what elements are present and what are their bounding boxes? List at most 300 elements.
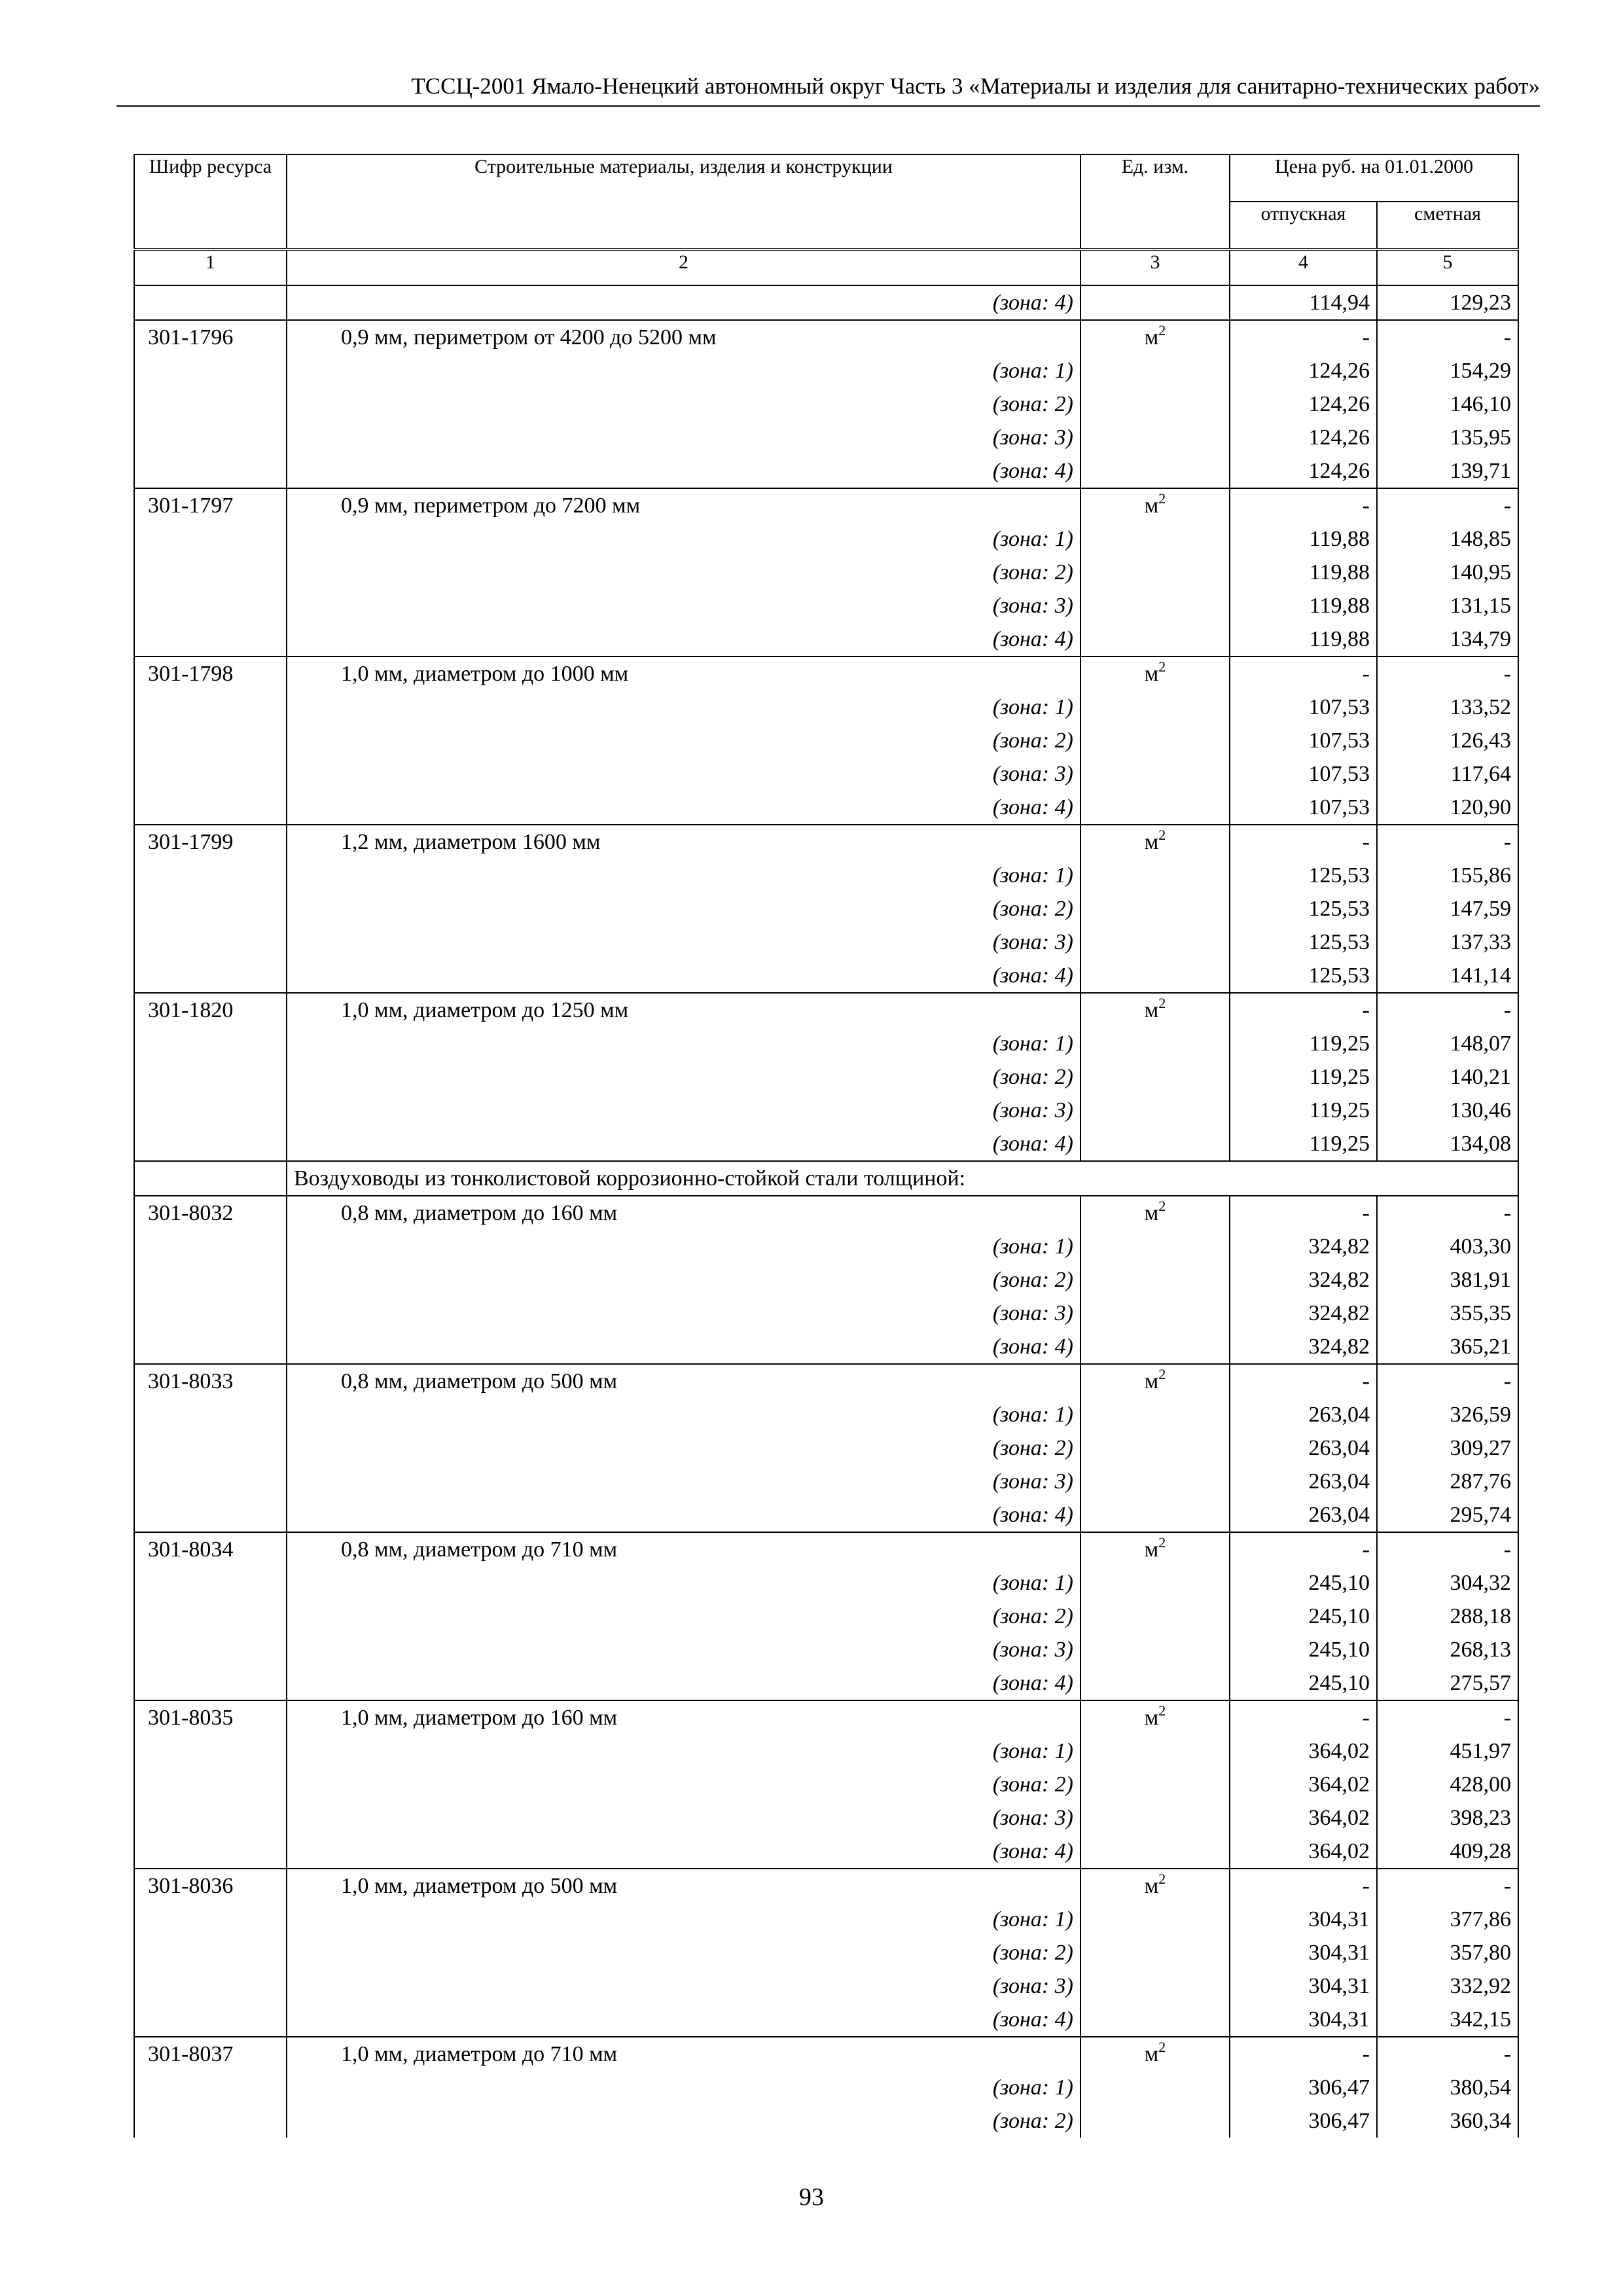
- zone-row: [134, 1768, 1518, 1801]
- release-price: 125,53: [1230, 892, 1377, 925]
- release-price: -: [1230, 993, 1377, 1027]
- material-description: 1,0 мм, диаметром до 500 мм: [287, 1869, 1080, 1903]
- estimate-price: 309,27: [1377, 1431, 1518, 1465]
- release-price: 245,10: [1230, 1633, 1377, 1666]
- zone-label: (зона: 1): [287, 691, 1080, 724]
- estimate-price: 154,29: [1377, 354, 1518, 387]
- unit-cell: [1080, 1969, 1230, 2003]
- unit-exponent: 2: [1158, 1534, 1166, 1551]
- release-price: -: [1230, 1700, 1377, 1734]
- estimate-price: 134,79: [1377, 622, 1518, 656]
- estimate-price: -: [1377, 488, 1518, 522]
- release-price: 124,26: [1230, 421, 1377, 454]
- unit-cell: [1080, 757, 1230, 791]
- zone-row: [134, 556, 1518, 589]
- col-number: 1: [134, 249, 287, 285]
- code-cell: [134, 421, 287, 454]
- zone-label: (зона: 4): [287, 959, 1080, 993]
- zone-label: (зона: 2): [287, 2104, 1080, 2138]
- zone-label: (зона: 1): [287, 1903, 1080, 1936]
- unit-cell: [1080, 2003, 1230, 2037]
- unit-cell: [1080, 1330, 1230, 1364]
- release-price: 107,53: [1230, 691, 1377, 724]
- release-price: 364,02: [1230, 1835, 1377, 1869]
- unit-cell: [1080, 993, 1230, 1027]
- code-cell: [134, 1936, 287, 1969]
- col-number: 3: [1080, 249, 1230, 285]
- zone-row: [134, 1633, 1518, 1666]
- estimate-price: 134,08: [1377, 1127, 1518, 1161]
- unit-cell: [1080, 1060, 1230, 1094]
- col-number: 2: [287, 249, 1080, 285]
- zone-row: [134, 1431, 1518, 1465]
- code-cell: [134, 1498, 287, 1532]
- code-cell: [134, 1431, 287, 1465]
- code-cell: [134, 925, 287, 959]
- unit-cell: [1080, 421, 1230, 454]
- code-cell: [134, 1094, 287, 1127]
- estimate-price: -: [1377, 656, 1518, 691]
- resource-code: 301-1820: [134, 993, 287, 1027]
- unit-value: [1145, 489, 1166, 522]
- release-price: -: [1230, 1364, 1377, 1398]
- table-row: [134, 825, 1518, 859]
- unit-cell: [1080, 1230, 1230, 1263]
- zone-label: (зона: 4): [287, 2003, 1080, 2037]
- release-price: 119,88: [1230, 522, 1377, 556]
- code-cell: [134, 1398, 287, 1431]
- unit-value: [1145, 1701, 1166, 1734]
- unit-cell: [1080, 1431, 1230, 1465]
- release-price: -: [1230, 1869, 1377, 1903]
- zone-row: [134, 724, 1518, 757]
- zone-row: [134, 2003, 1518, 2037]
- unit-exponent: 2: [1158, 995, 1166, 1011]
- release-price: -: [1230, 825, 1377, 859]
- unit-base: м: [1144, 493, 1159, 518]
- release-price: 324,82: [1230, 1263, 1377, 1297]
- code-cell: [134, 1465, 287, 1498]
- estimate-price: 141,14: [1377, 959, 1518, 993]
- release-price: -: [1230, 1532, 1377, 1566]
- code-cell: [134, 556, 287, 589]
- zone-row: [134, 1230, 1518, 1263]
- unit-cell: [1080, 1768, 1230, 1801]
- zone-label: (зона: 2): [287, 1600, 1080, 1633]
- estimate-price: -: [1377, 993, 1518, 1027]
- estimate-price: 295,74: [1377, 1498, 1518, 1532]
- unit-cell: [1080, 1835, 1230, 1869]
- estimate-price: -: [1377, 2037, 1518, 2071]
- code-cell: [134, 589, 287, 622]
- unit-exponent: 2: [1158, 1198, 1166, 1214]
- material-description: 1,0 мм, диаметром до 1000 мм: [287, 656, 1080, 691]
- release-price: 324,82: [1230, 1230, 1377, 1263]
- material-description: 0,8 мм, диаметром до 160 мм: [287, 1196, 1080, 1230]
- header-unit: Ед. изм.: [1080, 154, 1230, 249]
- resource-code: 301-8033: [134, 1364, 287, 1398]
- release-price: -: [1230, 488, 1377, 522]
- code-cell: [134, 1230, 287, 1263]
- code-cell: [134, 2104, 287, 2138]
- unit-cell: [1080, 1398, 1230, 1431]
- unit-cell: [1080, 1196, 1230, 1230]
- table-row: [134, 993, 1518, 1027]
- unit-base: м: [1144, 830, 1159, 854]
- estimate-price: 275,57: [1377, 1666, 1518, 1700]
- resource-code: 301-8034: [134, 1532, 287, 1566]
- unit-cell: [1080, 1532, 1230, 1566]
- zone-label: (зона: 2): [287, 1060, 1080, 1094]
- zone-label: (зона: 3): [287, 757, 1080, 791]
- estimate-price: 131,15: [1377, 589, 1518, 622]
- unit-cell: [1080, 1600, 1230, 1633]
- release-price: 119,25: [1230, 1060, 1377, 1094]
- code-cell: [134, 622, 287, 656]
- estimate-price: 428,00: [1377, 1768, 1518, 1801]
- material-description: 0,8 мм, диаметром до 710 мм: [287, 1532, 1080, 1566]
- estimate-price: 451,97: [1377, 1734, 1518, 1768]
- table-row: [134, 1700, 1518, 1734]
- unit-exponent: 2: [1158, 490, 1166, 507]
- release-price: 364,02: [1230, 1734, 1377, 1768]
- release-price: 324,82: [1230, 1330, 1377, 1364]
- release-price: 245,10: [1230, 1666, 1377, 1700]
- code-cell: [134, 1633, 287, 1666]
- zone-label: (зона: 1): [287, 354, 1080, 387]
- zone-label: (зона: 1): [287, 1734, 1080, 1768]
- zone-label: (зона: 4): [287, 791, 1080, 825]
- release-price: 119,25: [1230, 1094, 1377, 1127]
- unit-base: м: [1144, 1369, 1159, 1393]
- zone-row: [134, 589, 1518, 622]
- unit-cell: [1080, 825, 1230, 859]
- zone-label: (зона: 3): [287, 421, 1080, 454]
- estimate-price: 326,59: [1377, 1398, 1518, 1431]
- unit-value: [1145, 825, 1166, 859]
- estimate-price: -: [1377, 1196, 1518, 1230]
- unit-cell: [1080, 556, 1230, 589]
- zone-row: [134, 285, 1518, 320]
- release-price: 263,04: [1230, 1398, 1377, 1431]
- release-price: 119,88: [1230, 556, 1377, 589]
- zone-row: [134, 1600, 1518, 1633]
- unit-base: м: [1144, 1537, 1159, 1562]
- release-price: 107,53: [1230, 791, 1377, 825]
- zone-label: (зона: 3): [287, 925, 1080, 959]
- unit-cell: [1080, 1263, 1230, 1297]
- code-cell: [134, 1600, 287, 1633]
- code-cell: [134, 859, 287, 892]
- zone-row: [134, 1936, 1518, 1969]
- code-cell: [134, 1801, 287, 1835]
- unit-cell: [1080, 2037, 1230, 2071]
- code-cell: [134, 959, 287, 993]
- zone-row: [134, 387, 1518, 421]
- zone-row: [134, 1903, 1518, 1936]
- zone-row: [134, 1297, 1518, 1330]
- resource-code: 301-1796: [134, 320, 287, 354]
- zone-row: [134, 1566, 1518, 1600]
- table-header: [134, 154, 1518, 285]
- code-cell: [134, 1330, 287, 1364]
- zone-label: (зона: 4): [287, 1498, 1080, 1532]
- release-price: 119,25: [1230, 1127, 1377, 1161]
- unit-cell: [1080, 522, 1230, 556]
- zone-row: [134, 1127, 1518, 1161]
- unit-cell: [1080, 285, 1230, 320]
- unit-value: [1145, 1196, 1166, 1230]
- release-price: 107,53: [1230, 724, 1377, 757]
- code-cell: [134, 387, 287, 421]
- zone-row: [134, 1027, 1518, 1060]
- zone-label: (зона: 2): [287, 724, 1080, 757]
- col-number: 5: [1377, 249, 1518, 285]
- table-row: [134, 1196, 1518, 1230]
- unit-base: м: [1144, 1201, 1159, 1225]
- estimate-price: 288,18: [1377, 1600, 1518, 1633]
- release-price: 324,82: [1230, 1297, 1377, 1330]
- estimate-price: 147,59: [1377, 892, 1518, 925]
- code-cell: [134, 1969, 287, 2003]
- material-description: 1,0 мм, диаметром до 160 мм: [287, 1700, 1080, 1734]
- code-cell: [134, 724, 287, 757]
- unit-exponent: 2: [1158, 1702, 1166, 1719]
- release-price: 124,26: [1230, 387, 1377, 421]
- unit-exponent: 2: [1158, 827, 1166, 843]
- zone-row: [134, 1398, 1518, 1431]
- estimate-price: -: [1377, 1364, 1518, 1398]
- estimate-price: 342,15: [1377, 2003, 1518, 2037]
- unit-cell: [1080, 589, 1230, 622]
- release-price: 304,31: [1230, 1903, 1377, 1936]
- zone-row: [134, 791, 1518, 825]
- resource-code: 301-1799: [134, 825, 287, 859]
- unit-cell: [1080, 1734, 1230, 1768]
- release-price: 125,53: [1230, 925, 1377, 959]
- zone-label: (зона: 2): [287, 1936, 1080, 1969]
- unit-exponent: 2: [1158, 1871, 1166, 1887]
- zone-label: (зона: 4): [287, 285, 1080, 320]
- code-cell: [134, 454, 287, 488]
- material-description: 0,8 мм, диаметром до 500 мм: [287, 1364, 1080, 1398]
- estimate-price: 140,95: [1377, 556, 1518, 589]
- zone-label: (зона: 1): [287, 1230, 1080, 1263]
- unit-base: м: [1144, 2042, 1159, 2066]
- zone-label: (зона: 3): [287, 1633, 1080, 1666]
- code-cell: [134, 2003, 287, 2037]
- unit-cell: [1080, 1297, 1230, 1330]
- resource-code: 301-8035: [134, 1700, 287, 1734]
- code-cell: [134, 1161, 287, 1196]
- unit-cell: [1080, 1364, 1230, 1398]
- unit-cell: [1080, 656, 1230, 691]
- zone-row: [134, 1465, 1518, 1498]
- estimate-price: 409,28: [1377, 1835, 1518, 1869]
- unit-cell: [1080, 2104, 1230, 2138]
- estimate-price: 140,21: [1377, 1060, 1518, 1094]
- section-row: [134, 1161, 1518, 1196]
- release-price: 245,10: [1230, 1566, 1377, 1600]
- estimate-price: 268,13: [1377, 1633, 1518, 1666]
- zone-row: [134, 2104, 1518, 2138]
- release-price: 306,47: [1230, 2104, 1377, 2138]
- unit-cell: [1080, 1801, 1230, 1835]
- release-price: 304,31: [1230, 2003, 1377, 2037]
- section-title: Воздуховоды из тонколистовой коррозионно-стойкой стали толщиной:: [287, 1161, 1518, 1196]
- zone-label: (зона: 2): [287, 556, 1080, 589]
- unit-cell: [1080, 354, 1230, 387]
- unit-cell: [1080, 1936, 1230, 1969]
- estimate-price: 332,92: [1377, 1969, 1518, 2003]
- release-price: 119,88: [1230, 589, 1377, 622]
- zone-row: [134, 1969, 1518, 2003]
- estimate-price: 129,23: [1377, 285, 1518, 320]
- zone-row: [134, 421, 1518, 454]
- resource-code: 301-8037: [134, 2037, 287, 2071]
- header-code: Шифр ресурса: [134, 154, 287, 249]
- estimate-price: -: [1377, 320, 1518, 354]
- unit-value: [1145, 994, 1166, 1027]
- table-row: [134, 488, 1518, 522]
- col-number: 4: [1230, 249, 1377, 285]
- unit-cell: [1080, 925, 1230, 959]
- table-row: [134, 2037, 1518, 2071]
- resource-code: 301-8032: [134, 1196, 287, 1230]
- estimate-price: 148,07: [1377, 1027, 1518, 1060]
- unit-exponent: 2: [1158, 1366, 1166, 1382]
- zone-label: (зона: 3): [287, 1969, 1080, 2003]
- zone-label: (зона: 1): [287, 1398, 1080, 1431]
- zone-label: (зона: 4): [287, 1127, 1080, 1161]
- header-estimate: сметная: [1377, 202, 1518, 249]
- estimate-price: 403,30: [1377, 1230, 1518, 1263]
- material-description: 1,0 мм, диаметром до 710 мм: [287, 2037, 1080, 2071]
- release-price: 125,53: [1230, 859, 1377, 892]
- unit-cell: [1080, 1903, 1230, 1936]
- zone-row: [134, 892, 1518, 925]
- zone-label: (зона: 2): [287, 892, 1080, 925]
- unit-value: [1145, 1869, 1166, 1903]
- zone-label: (зона: 2): [287, 1768, 1080, 1801]
- code-cell: [134, 892, 287, 925]
- estimate-price: 117,64: [1377, 757, 1518, 791]
- release-price: 124,26: [1230, 454, 1377, 488]
- unit-cell: [1080, 320, 1230, 354]
- price-table: [134, 154, 1519, 2138]
- release-price: -: [1230, 1196, 1377, 1230]
- zone-label: (зона: 4): [287, 1666, 1080, 1700]
- unit-cell: [1080, 1869, 1230, 1903]
- zone-row: [134, 1666, 1518, 1700]
- zone-row: [134, 1801, 1518, 1835]
- unit-cell: [1080, 1566, 1230, 1600]
- code-cell: [134, 1666, 287, 1700]
- code-cell: [134, 1127, 287, 1161]
- unit-exponent: 2: [1158, 658, 1166, 675]
- material-description: 0,9 мм, периметром до 7200 мм: [287, 488, 1080, 522]
- release-price: 119,25: [1230, 1027, 1377, 1060]
- estimate-price: 135,95: [1377, 421, 1518, 454]
- zone-row: [134, 1498, 1518, 1532]
- zone-label: (зона: 3): [287, 1801, 1080, 1835]
- zone-row: [134, 522, 1518, 556]
- release-price: -: [1230, 320, 1377, 354]
- zone-row: [134, 691, 1518, 724]
- estimate-price: 360,34: [1377, 2104, 1518, 2138]
- release-price: 364,02: [1230, 1768, 1377, 1801]
- zone-label: (зона: 2): [287, 1263, 1080, 1297]
- zone-label: (зона: 4): [287, 1835, 1080, 1869]
- unit-base: м: [1144, 998, 1159, 1022]
- code-cell: [134, 1734, 287, 1768]
- estimate-price: 148,85: [1377, 522, 1518, 556]
- unit-base: м: [1144, 325, 1159, 350]
- estimate-price: 126,43: [1377, 724, 1518, 757]
- header-release: отпускная: [1230, 202, 1377, 249]
- code-cell: [134, 791, 287, 825]
- estimate-price: 155,86: [1377, 859, 1518, 892]
- resource-code: 301-1798: [134, 656, 287, 691]
- unit-cell: [1080, 387, 1230, 421]
- zone-label: (зона: 1): [287, 859, 1080, 892]
- unit-cell: [1080, 791, 1230, 825]
- release-price: 306,47: [1230, 2071, 1377, 2104]
- unit-base: м: [1144, 1706, 1159, 1730]
- table-row: [134, 1532, 1518, 1566]
- unit-cell: [1080, 691, 1230, 724]
- release-price: 263,04: [1230, 1465, 1377, 1498]
- unit-cell: [1080, 859, 1230, 892]
- estimate-price: 130,46: [1377, 1094, 1518, 1127]
- estimate-price: 398,23: [1377, 1801, 1518, 1835]
- page-header: ТССЦ-2001 Ямало-Ненецкий автономный округ Часть 3 «Материалы и изделия для санитарно-технических работ»: [116, 67, 1540, 107]
- code-cell: [134, 757, 287, 791]
- release-price: 304,31: [1230, 1936, 1377, 1969]
- estimate-price: 137,33: [1377, 925, 1518, 959]
- code-cell: [134, 285, 287, 320]
- unit-cell: [1080, 1027, 1230, 1060]
- code-cell: [134, 1768, 287, 1801]
- zone-label: (зона: 4): [287, 622, 1080, 656]
- estimate-price: 146,10: [1377, 387, 1518, 421]
- header-materials: Строительные материалы, изделия и конструкции: [287, 154, 1080, 249]
- estimate-price: 304,32: [1377, 1566, 1518, 1600]
- resource-code: 301-1797: [134, 488, 287, 522]
- release-price: 245,10: [1230, 1600, 1377, 1633]
- resource-code: 301-8036: [134, 1869, 287, 1903]
- release-price: 304,31: [1230, 1969, 1377, 2003]
- unit-cell: [1080, 1127, 1230, 1161]
- zone-label: (зона: 3): [287, 589, 1080, 622]
- zone-row: [134, 1263, 1518, 1297]
- zone-row: [134, 959, 1518, 993]
- code-cell: [134, 354, 287, 387]
- zone-row: [134, 1734, 1518, 1768]
- estimate-price: 287,76: [1377, 1465, 1518, 1498]
- zone-row: [134, 454, 1518, 488]
- release-price: -: [1230, 2037, 1377, 2071]
- code-cell: [134, 1027, 287, 1060]
- unit-value: [1145, 1365, 1166, 1398]
- estimate-price: 377,86: [1377, 1903, 1518, 1936]
- table-row: [134, 1364, 1518, 1398]
- estimate-price: 355,35: [1377, 1297, 1518, 1330]
- release-price: 364,02: [1230, 1801, 1377, 1835]
- estimate-price: 365,21: [1377, 1330, 1518, 1364]
- estimate-price: 357,80: [1377, 1936, 1518, 1969]
- unit-cell: [1080, 892, 1230, 925]
